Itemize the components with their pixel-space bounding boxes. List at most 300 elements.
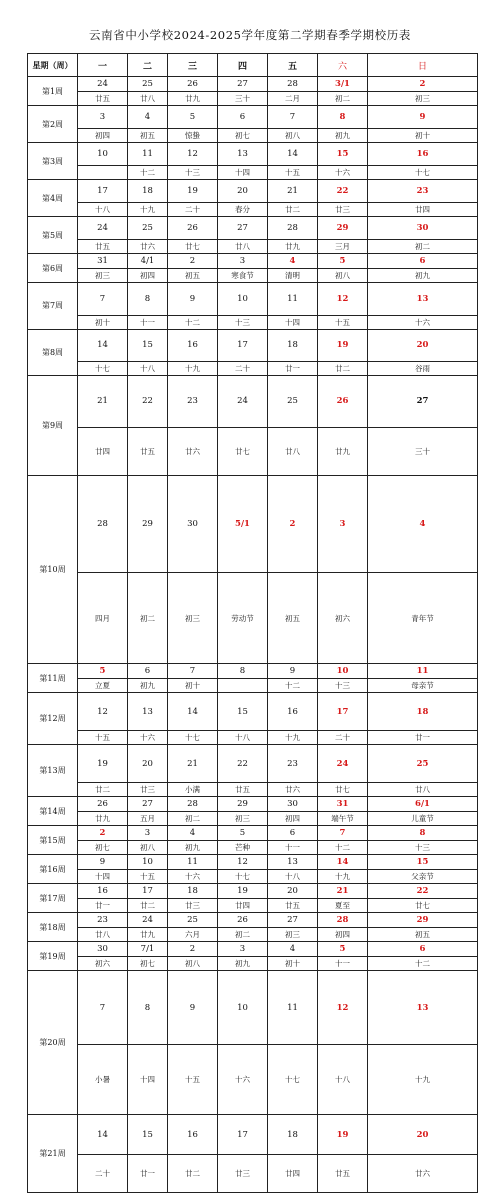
date-cell-mon: 19 (78, 745, 128, 783)
week-label: 第2周 (28, 106, 78, 143)
lunar-cell-sun: 十九 (368, 1045, 478, 1115)
date-cell-sun: 30 (368, 217, 478, 240)
week-label: 第4周 (28, 180, 78, 217)
date-cell-mon: 23 (78, 913, 128, 928)
date-cell-sun: 29 (368, 913, 478, 928)
week-row (28, 884, 478, 899)
lunar-cell-tue: 廿六 (128, 240, 168, 254)
lunar-cell-tue: 十六 (128, 731, 168, 745)
date-cell-tue: 22 (128, 376, 168, 428)
lunar-cell-thu: 十三 (218, 315, 268, 329)
date-cell-thu: 27 (218, 217, 268, 240)
date-cell-fri: 2 (268, 476, 318, 573)
lunar-cell-sun: 三十 (368, 427, 478, 475)
lunar-cell-mon: 廿五 (78, 92, 128, 106)
lunar-cell-sat: 廿七 (318, 783, 368, 797)
date-cell-fri: 11 (268, 971, 318, 1045)
lunar-cell-wed: 廿三 (168, 899, 218, 913)
lunar-row (28, 1155, 478, 1193)
lunar-cell-fri: 清明 (268, 269, 318, 283)
lunar-cell-fri: 十一 (268, 841, 318, 855)
week-row (28, 217, 478, 240)
lunar-cell-sun: 初二 (368, 240, 478, 254)
date-cell-thu: 24 (218, 376, 268, 428)
lunar-cell-sun: 父亲节 (368, 870, 478, 884)
week-row (28, 283, 478, 316)
date-cell-sat: 12 (318, 283, 368, 316)
date-cell-wed: 14 (168, 693, 218, 731)
date-cell-fri: 25 (268, 376, 318, 428)
week-row (28, 254, 478, 269)
week-label: 第21周 (28, 1115, 78, 1193)
date-cell-tue: 4/1 (128, 254, 168, 269)
date-cell-wed: 4 (168, 826, 218, 841)
date-cell-tue: 13 (128, 693, 168, 731)
date-cell-thu: 13 (218, 143, 268, 166)
lunar-cell-thu: 十四 (218, 166, 268, 180)
date-cell-sun: 6 (368, 254, 478, 269)
lunar-cell-sun: 廿一 (368, 731, 478, 745)
date-cell-sat: 22 (318, 180, 368, 203)
lunar-cell-tue: 十二 (128, 166, 168, 180)
week-row (28, 797, 478, 812)
lunar-cell-wed: 初五 (168, 269, 218, 283)
week-row (28, 971, 478, 1045)
lunar-cell-wed: 初八 (168, 957, 218, 971)
date-cell-mon: 10 (78, 143, 128, 166)
date-cell-wed: 18 (168, 884, 218, 899)
lunar-cell-mon: 廿一 (78, 899, 128, 913)
date-cell-tue: 8 (128, 971, 168, 1045)
lunar-cell-mon: 廿二 (78, 783, 128, 797)
week-label: 第5周 (28, 217, 78, 254)
week-row (28, 826, 478, 841)
date-cell-wed: 2 (168, 254, 218, 269)
week-label: 第11周 (28, 664, 78, 693)
lunar-row (28, 870, 478, 884)
date-cell-mon: 14 (78, 329, 128, 362)
date-cell-mon: 17 (78, 180, 128, 203)
date-cell-sat: 14 (318, 855, 368, 870)
lunar-cell-sat: 十一 (318, 957, 368, 971)
date-cell-fri: 27 (268, 913, 318, 928)
lunar-row (28, 203, 478, 217)
monday-header: 一 (78, 54, 128, 77)
lunar-cell-thu (218, 679, 268, 693)
lunar-row (28, 1045, 478, 1115)
lunar-cell-mon: 廿四 (78, 427, 128, 475)
date-cell-thu: 27 (218, 77, 268, 92)
week-label: 第14周 (28, 797, 78, 826)
lunar-cell-tue: 初二 (128, 573, 168, 664)
lunar-cell-wed: 十六 (168, 870, 218, 884)
lunar-cell-wed: 十九 (168, 362, 218, 376)
lunar-cell-wed: 廿六 (168, 427, 218, 475)
lunar-cell-mon: 廿九 (78, 812, 128, 826)
date-cell-sat: 12 (318, 971, 368, 1045)
lunar-cell-fri: 廿四 (268, 1155, 318, 1193)
date-cell-sun: 23 (368, 180, 478, 203)
date-cell-wed: 28 (168, 797, 218, 812)
date-cell-fri: 21 (268, 180, 318, 203)
date-cell-sun: 9 (368, 106, 478, 129)
lunar-cell-sun: 廿四 (368, 203, 478, 217)
date-cell-sat: 19 (318, 329, 368, 362)
lunar-cell-fri: 初五 (268, 573, 318, 664)
date-cell-tue: 24 (128, 913, 168, 928)
lunar-cell-fri: 初三 (268, 928, 318, 942)
date-cell-mon: 28 (78, 476, 128, 573)
thursday-header: 四 (218, 54, 268, 77)
date-cell-fri: 9 (268, 664, 318, 679)
date-cell-thu: 5 (218, 826, 268, 841)
lunar-cell-sun: 青年节 (368, 573, 478, 664)
lunar-cell-thu: 春分 (218, 203, 268, 217)
week-label: 第7周 (28, 283, 78, 330)
date-cell-fri: 13 (268, 855, 318, 870)
lunar-cell-wed: 十二 (168, 315, 218, 329)
lunar-cell-tue: 五月 (128, 812, 168, 826)
date-cell-thu: 17 (218, 1115, 268, 1155)
lunar-cell-tue: 初五 (128, 129, 168, 143)
lunar-cell-fri: 初八 (268, 129, 318, 143)
lunar-cell-wed: 初二 (168, 812, 218, 826)
date-cell-sun: 16 (368, 143, 478, 166)
date-cell-tue: 25 (128, 77, 168, 92)
lunar-cell-mon: 二十 (78, 1155, 128, 1193)
date-cell-sat: 24 (318, 745, 368, 783)
lunar-cell-tue: 十一 (128, 315, 168, 329)
date-cell-sun: 18 (368, 693, 478, 731)
lunar-cell-thu: 廿四 (218, 899, 268, 913)
week-row (28, 77, 478, 92)
week-row (28, 855, 478, 870)
lunar-cell-tue: 十九 (128, 203, 168, 217)
date-cell-mon: 24 (78, 77, 128, 92)
lunar-cell-sun: 儿童节 (368, 812, 478, 826)
week-label: 第20周 (28, 971, 78, 1115)
week-label: 第6周 (28, 254, 78, 283)
sunday-header: 日 (368, 54, 478, 77)
lunar-cell-thu: 初九 (218, 957, 268, 971)
lunar-cell-wed: 初九 (168, 841, 218, 855)
lunar-row (28, 731, 478, 745)
week-row (28, 913, 478, 928)
week-label: 第15周 (28, 826, 78, 855)
lunar-cell-thu: 二十 (218, 362, 268, 376)
lunar-cell-fri: 二月 (268, 92, 318, 106)
date-cell-fri: 30 (268, 797, 318, 812)
week-label: 第3周 (28, 143, 78, 180)
date-cell-sun: 8 (368, 826, 478, 841)
lunar-cell-sat: 廿三 (318, 203, 368, 217)
week-label: 第1周 (28, 77, 78, 106)
lunar-cell-tue: 十八 (128, 362, 168, 376)
lunar-cell-mon: 初三 (78, 269, 128, 283)
week-label: 第13周 (28, 745, 78, 797)
date-cell-thu: 10 (218, 283, 268, 316)
lunar-cell-sat: 三月 (318, 240, 368, 254)
date-cell-tue: 4 (128, 106, 168, 129)
date-cell-thu: 5/1 (218, 476, 268, 573)
lunar-cell-thu: 三十 (218, 92, 268, 106)
date-cell-thu: 17 (218, 329, 268, 362)
friday-header: 五 (268, 54, 318, 77)
date-cell-thu: 19 (218, 884, 268, 899)
lunar-cell-thu: 初三 (218, 812, 268, 826)
week-row (28, 693, 478, 731)
week-column-header: 星期（周） (28, 54, 78, 77)
lunar-cell-tue: 十五 (128, 870, 168, 884)
lunar-cell-tue: 廿一 (128, 1155, 168, 1193)
lunar-cell-sat: 十三 (318, 679, 368, 693)
week-row (28, 106, 478, 129)
date-cell-fri: 18 (268, 1115, 318, 1155)
date-cell-sat: 17 (318, 693, 368, 731)
lunar-cell-sun: 初三 (368, 92, 478, 106)
lunar-cell-sun: 十二 (368, 957, 478, 971)
date-cell-thu: 3 (218, 254, 268, 269)
lunar-cell-fri: 廿二 (268, 203, 318, 217)
lunar-row (28, 899, 478, 913)
lunar-row (28, 240, 478, 254)
date-cell-fri: 7 (268, 106, 318, 129)
week-label: 第17周 (28, 884, 78, 913)
lunar-cell-thu: 初七 (218, 129, 268, 143)
date-cell-thu: 29 (218, 797, 268, 812)
date-cell-wed: 21 (168, 745, 218, 783)
lunar-cell-wed: 惊蛰 (168, 129, 218, 143)
lunar-row (28, 957, 478, 971)
date-cell-sat: 3 (318, 476, 368, 573)
lunar-cell-sat: 初四 (318, 928, 368, 942)
week-row (28, 180, 478, 203)
date-cell-thu: 15 (218, 693, 268, 731)
date-cell-tue: 29 (128, 476, 168, 573)
lunar-cell-tue: 廿八 (128, 92, 168, 106)
lunar-cell-sat: 初六 (318, 573, 368, 664)
date-cell-mon: 3 (78, 106, 128, 129)
lunar-cell-fri: 廿八 (268, 427, 318, 475)
lunar-cell-mon: 十七 (78, 362, 128, 376)
date-cell-tue: 10 (128, 855, 168, 870)
date-cell-mon: 14 (78, 1115, 128, 1155)
date-cell-sun: 15 (368, 855, 478, 870)
lunar-cell-sat: 十八 (318, 1045, 368, 1115)
lunar-cell-fri: 初十 (268, 957, 318, 971)
date-cell-tue: 3 (128, 826, 168, 841)
calendar-body (28, 77, 478, 1193)
date-cell-fri: 20 (268, 884, 318, 899)
date-cell-mon: 7 (78, 283, 128, 316)
week-row (28, 745, 478, 783)
date-cell-mon: 12 (78, 693, 128, 731)
date-cell-wed: 7 (168, 664, 218, 679)
lunar-cell-thu: 寒食节 (218, 269, 268, 283)
lunar-cell-wed: 小满 (168, 783, 218, 797)
lunar-cell-thu: 廿五 (218, 783, 268, 797)
lunar-cell-fri: 初四 (268, 812, 318, 826)
lunar-cell-sat: 初九 (318, 129, 368, 143)
date-cell-sun: 11 (368, 664, 478, 679)
week-label: 第18周 (28, 913, 78, 942)
lunar-cell-fri: 十五 (268, 166, 318, 180)
date-cell-tue: 17 (128, 884, 168, 899)
lunar-cell-fri: 十四 (268, 315, 318, 329)
lunar-cell-sun: 廿六 (368, 1155, 478, 1193)
lunar-cell-mon: 初十 (78, 315, 128, 329)
lunar-cell-wed: 六月 (168, 928, 218, 942)
date-cell-tue: 25 (128, 217, 168, 240)
lunar-cell-fri: 廿五 (268, 899, 318, 913)
lunar-row (28, 92, 478, 106)
lunar-cell-fri: 十七 (268, 1045, 318, 1115)
lunar-cell-tue: 初九 (128, 679, 168, 693)
lunar-cell-thu: 芒种 (218, 841, 268, 855)
lunar-row (28, 841, 478, 855)
lunar-cell-sun: 初十 (368, 129, 478, 143)
lunar-cell-fri: 廿六 (268, 783, 318, 797)
week-row (28, 476, 478, 573)
lunar-cell-mon: 四月 (78, 573, 128, 664)
date-cell-fri: 14 (268, 143, 318, 166)
lunar-cell-thu: 廿八 (218, 240, 268, 254)
date-cell-wed: 19 (168, 180, 218, 203)
week-label: 第9周 (28, 376, 78, 476)
date-cell-wed: 2 (168, 942, 218, 957)
date-cell-mon: 30 (78, 942, 128, 957)
date-cell-tue: 18 (128, 180, 168, 203)
date-cell-sun: 13 (368, 283, 478, 316)
lunar-cell-sun: 初五 (368, 928, 478, 942)
date-cell-fri: 28 (268, 217, 318, 240)
date-cell-tue: 6 (128, 664, 168, 679)
week-row (28, 942, 478, 957)
date-cell-mon: 16 (78, 884, 128, 899)
date-cell-mon: 5 (78, 664, 128, 679)
date-cell-sun: 25 (368, 745, 478, 783)
date-cell-tue: 11 (128, 143, 168, 166)
date-cell-wed: 25 (168, 913, 218, 928)
lunar-cell-mon: 廿五 (78, 240, 128, 254)
saturday-header: 六 (318, 54, 368, 77)
lunar-cell-sat: 廿五 (318, 1155, 368, 1193)
date-cell-tue: 7/1 (128, 942, 168, 957)
lunar-row (28, 362, 478, 376)
date-cell-fri: 16 (268, 693, 318, 731)
lunar-cell-thu: 劳动节 (218, 573, 268, 664)
date-cell-thu: 3 (218, 942, 268, 957)
date-cell-wed: 12 (168, 143, 218, 166)
lunar-cell-wed: 廿七 (168, 240, 218, 254)
date-cell-mon: 24 (78, 217, 128, 240)
date-cell-wed: 16 (168, 1115, 218, 1155)
date-cell-sun: 6/1 (368, 797, 478, 812)
date-cell-sat: 3/1 (318, 77, 368, 92)
lunar-cell-mon: 十四 (78, 870, 128, 884)
date-cell-wed: 11 (168, 855, 218, 870)
date-cell-sun: 4 (368, 476, 478, 573)
lunar-cell-sun: 十七 (368, 166, 478, 180)
date-cell-fri: 11 (268, 283, 318, 316)
lunar-row (28, 812, 478, 826)
date-cell-sat: 29 (318, 217, 368, 240)
date-cell-mon: 9 (78, 855, 128, 870)
date-cell-wed: 9 (168, 283, 218, 316)
tuesday-header: 二 (128, 54, 168, 77)
lunar-cell-sat: 初八 (318, 269, 368, 283)
lunar-cell-wed: 初三 (168, 573, 218, 664)
date-cell-mon: 26 (78, 797, 128, 812)
date-cell-thu: 10 (218, 971, 268, 1045)
date-cell-mon: 7 (78, 971, 128, 1045)
week-label: 第12周 (28, 693, 78, 745)
date-cell-wed: 26 (168, 217, 218, 240)
date-cell-wed: 9 (168, 971, 218, 1045)
date-cell-sat: 8 (318, 106, 368, 129)
date-cell-wed: 5 (168, 106, 218, 129)
date-cell-fri: 18 (268, 329, 318, 362)
date-cell-fri: 4 (268, 942, 318, 957)
date-cell-sat: 5 (318, 254, 368, 269)
lunar-cell-thu: 廿三 (218, 1155, 268, 1193)
lunar-cell-mon: 初四 (78, 129, 128, 143)
date-cell-sun: 6 (368, 942, 478, 957)
date-cell-mon: 21 (78, 376, 128, 428)
date-cell-thu: 26 (218, 913, 268, 928)
date-cell-sun: 2 (368, 77, 478, 92)
date-cell-fri: 23 (268, 745, 318, 783)
lunar-row (28, 166, 478, 180)
wednesday-header: 三 (168, 54, 218, 77)
school-calendar-table (27, 53, 478, 1193)
lunar-cell-thu: 初二 (218, 928, 268, 942)
lunar-row (28, 427, 478, 475)
lunar-cell-tue: 廿九 (128, 928, 168, 942)
lunar-cell-wed: 十三 (168, 166, 218, 180)
lunar-cell-tue: 初七 (128, 957, 168, 971)
date-cell-sun: 22 (368, 884, 478, 899)
date-cell-fri: 6 (268, 826, 318, 841)
lunar-cell-tue: 廿三 (128, 783, 168, 797)
date-cell-tue: 20 (128, 745, 168, 783)
date-cell-sat: 28 (318, 913, 368, 928)
date-cell-sun: 20 (368, 329, 478, 362)
lunar-row (28, 129, 478, 143)
lunar-row (28, 783, 478, 797)
lunar-cell-sat: 十二 (318, 841, 368, 855)
lunar-cell-mon: 立夏 (78, 679, 128, 693)
lunar-cell-sat: 初二 (318, 92, 368, 106)
lunar-cell-sat: 夏至 (318, 899, 368, 913)
date-cell-fri: 4 (268, 254, 318, 269)
date-cell-wed: 16 (168, 329, 218, 362)
lunar-cell-wed: 二十 (168, 203, 218, 217)
date-cell-tue: 15 (128, 1115, 168, 1155)
lunar-cell-tue: 廿五 (128, 427, 168, 475)
lunar-cell-mon: 初七 (78, 841, 128, 855)
lunar-cell-sat: 二十 (318, 731, 368, 745)
date-cell-sat: 10 (318, 664, 368, 679)
date-cell-sat: 26 (318, 376, 368, 428)
date-cell-sat: 7 (318, 826, 368, 841)
lunar-cell-wed: 廿二 (168, 1155, 218, 1193)
lunar-cell-wed: 十五 (168, 1045, 218, 1115)
week-label: 第19周 (28, 942, 78, 971)
lunar-cell-sun: 十六 (368, 315, 478, 329)
lunar-cell-mon (78, 166, 128, 180)
date-cell-sun: 13 (368, 971, 478, 1045)
